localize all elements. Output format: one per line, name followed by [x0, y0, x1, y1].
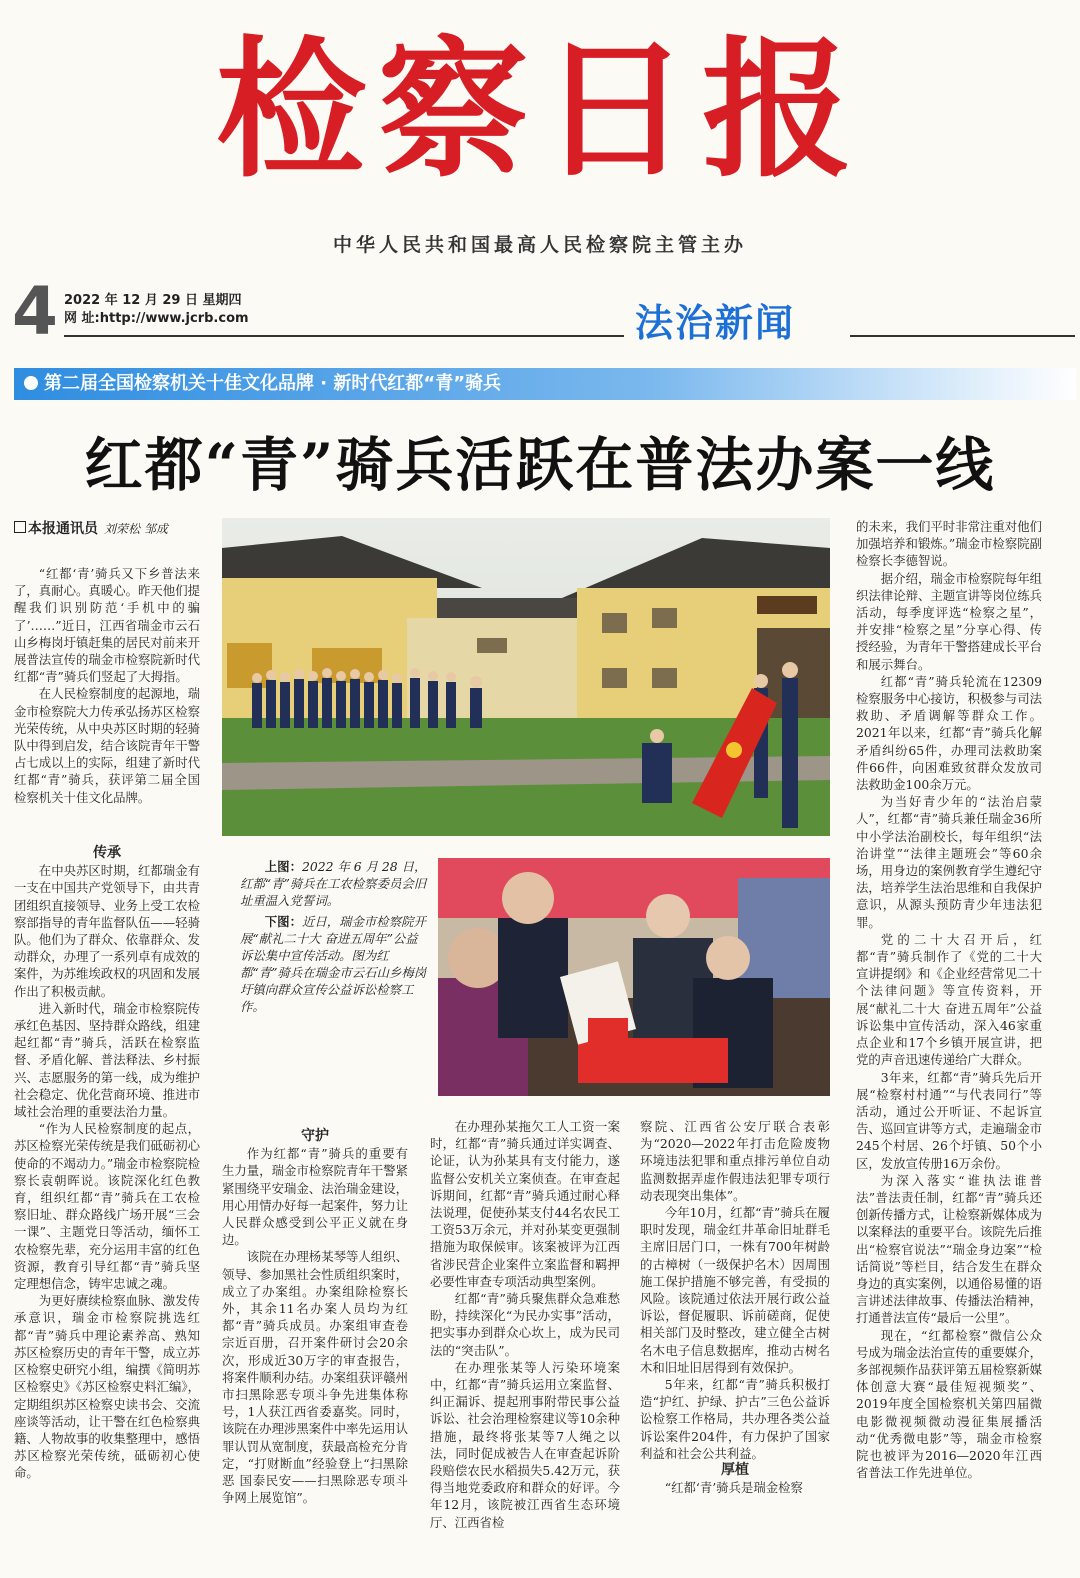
banner-text: 第二届全国检察机关十佳文化品牌 · 新时代红都“青”骑兵	[44, 373, 502, 394]
caption-top-text: 2022 年 6 月 28 日，红都“青”骑兵在工农检察委员会旧址重温入党誓词。	[240, 859, 427, 908]
bullet-icon	[24, 376, 38, 390]
column-2	[222, 1128, 408, 1506]
paragraph: 为深入落实“谁执法谁普法”普法责任制，红都“青”骑兵还创新传播方式，让检察新媒体成为以案释法的重要平台。该院先后推出“检察官说法”“瑞金身边案”“检话简说”等栏目，结合发生在群众身边的真实案例，以通俗易懂的语言讲述法律故事、传播法治精神，打通普法宣传“最后一公里”。	[856, 1172, 1042, 1326]
paragraph: 在中央苏区时期，红都瑞金有一支在中国共产党领导下，由共青团组织直接领导、业务上受工农检察部指导的青年监督队伍——轻骑队。他们为了群众、依靠群众、发动群众，办理了一系列卓有成效的案件，为苏维埃政权的巩固和发展作出了积极贡献。	[14, 863, 200, 999]
paragraph: 今年10月，红都“青”骑兵在履职时发现，瑞金红井革命旧址群毛主席旧居门口，一株有700年树龄的古樟树（一级保护名木）因周围施工保护措施不够完善，有受损的风险。该院通过依法开展行政公益诉讼，督促履职、诉前磋商，促使相关部门及时整改，建立健全古树名木电子信息数据库，推动古树名木和旧址旧居得到有效保护。	[640, 1205, 830, 1375]
column-banner	[14, 368, 1076, 400]
column-1	[14, 565, 200, 806]
article-headline: 红都“青”骑兵活跃在普法办案一线	[84, 431, 996, 499]
paragraph: 的未来，我们平时非常注重对他们加强培养和锻炼。”瑞金市检察院副检察长李德智说。	[856, 519, 1042, 569]
issue-website: 网 址:http://www.jcrb.com	[64, 311, 249, 326]
paragraph: 作为红都“青”骑兵的重要有生力量，瑞金市检察院青年干警紧紧围绕平安瑞金、法治瑞金建设，用心用情办好每一起案件，努力让人民群众感受到公平正义就在身边。	[222, 1146, 408, 1248]
masthead-supervisor: 中华人民共和国最高人民检察院主管主办	[332, 234, 747, 256]
subhead-heritage: 传承	[93, 845, 121, 861]
byline-box-icon	[14, 521, 26, 533]
column-1-lower	[14, 845, 200, 1482]
caption-top-label: 上图：	[264, 859, 302, 874]
column-3	[430, 1118, 620, 1531]
paragraph: 在办理孙某拖欠工人工资一案时，红都“青”骑兵通过详实调查、论证，认为孙某具有支付能力，遂监督公安机关立案侦查。在审查起诉期间，红都“青”骑兵通过耐心释法说理，促使孙某支付44名农民工工资53万余元，并对孙某变更强制措施为取保候审。该案被评为江西省涉民营企业案件立案监督和羁押必要性审查专项活动典型案例。	[430, 1119, 620, 1289]
paragraph: “作为人民检察制度的起点，苏区检察光荣传统是我们砥砺初心使命的不竭动力。”瑞金市检察院检察长袁朝晖说。该院深化红色教育，组织红都“青”骑兵在工农检察旧址、群众路线广场开展“三会一课”、主题党日等活动，缅怀工农检察先辈，充分运用丰富的红色资源，教育引导红都“青”骑兵坚定理想信念，铸牢忠诚之魂。	[14, 1121, 200, 1292]
caption-top	[240, 858, 430, 909]
byline-names: 刘荣松 邹成	[104, 522, 168, 536]
page-number: 4	[12, 273, 58, 350]
paragraph: 在办理张某等人污染环境案中，红都“青”骑兵运用立案监督、纠正漏诉、提起刑事附带民事公益诉讼、社会治理检察建议等10余种措施，最终将张某等7人绳之以法，同时促成被告人在审查起诉阶段赔偿农民水稻损失5.42万元，获得当地党委政府和群众的好评。今年12月，该院被江西省生态环境厅、江西省检	[430, 1359, 620, 1530]
byline	[14, 518, 168, 538]
paragraph: 在人民检察制度的起源地，瑞金市检察院大力传承弘扬苏区检察光荣传统，从中央苏区时期的轻骑队中得到启发，结合该院青年干警占七成以上的实际，组建了新时代红都“青”骑兵，获评第二届全国检察机关十佳文化品牌。	[14, 686, 200, 805]
photo-legal-promotion	[438, 858, 830, 1096]
caption-bottom-text: 近日，瑞金市检察院开展“献礼二十大 奋进五周年”公益诉讼集中宣传活动。图为红都“青”骑兵在瑞金市云石山乡梅岗圩镇向群众宣传公益诉讼检察工作。	[240, 914, 427, 1014]
subhead-cultivate: 厚植	[721, 1462, 749, 1479]
paragraph: 为更好赓续检察血脉、激发传承意识，瑞金市检察院挑选红都“青”骑兵中理论素养高、熟知苏区检察历史的青年干警，成立苏区检察史研究小组，编撰《简明苏区检察史》《苏区检察史料汇编》，定期组织苏区检察史读书会、交流座谈等活动，让干警在红色检察典籍、人物故事的收集整理中，感悟苏区检察光荣传统，砥砺初心使命。	[14, 1293, 200, 1481]
column-5	[856, 518, 1042, 1481]
masthead-title: 检察日报	[215, 22, 864, 198]
paragraph: 3年来，红都“青”骑兵先后开展“检察村村通”“与代表同行”等活动，通过公开听证、不起诉宣告、巡回宣讲等方式，走遍瑞金市245个村居、26个圩镇、50个小区，发放宣传册16万余份。	[856, 1069, 1042, 1171]
paragraph: 进入新时代，瑞金市检察院传承红色基因、坚持群众路线，组建起红都“青”骑兵，活跃在检察监督、矛盾化解、普法释法、乡村振兴、志愿服务的第一线，成为维护社会稳定、优化营商环境、推进市域社会治理的重要法治力量。	[14, 1000, 200, 1120]
header-rule	[64, 335, 624, 337]
paragraph: 红都“青”骑兵轮流在12309检察服务中心接访，积极参与司法救助、矛盾调解等群众工作。2021年以来，红都“青”骑兵化解矛盾纠纷65件，办理司法救助案件66件，向困难致贫群众发放司法救助金100余万元。	[856, 673, 1042, 793]
caption-bottom-label: 下图：	[264, 914, 302, 929]
section-title: 法治新闻	[635, 301, 796, 345]
paragraph: 察院、江西省公安厅联合表彰为“2020—2022年打击危险废物环境违法犯罪和重点排污单位自动监测数据弄虚作假违法犯罪专项行动表现突出集体”。	[640, 1119, 830, 1203]
header-rule-right	[850, 335, 1075, 337]
paragraph: 据介绍，瑞金市检察院每年组织法律论辩、主题宣讲等岗位练兵活动，每季度评选“检察之星”，并安排“检察之星”分享心得、传授经验，为青年干警搭建成长平台和展示舞台。	[856, 570, 1042, 672]
dateline	[64, 292, 249, 328]
paragraph: 红都“青”骑兵聚焦群众急难愁盼，持续深化“为民办实事”活动，把实事办到群众心坎上，成为民司法的“突击队”。	[430, 1291, 620, 1358]
paragraph: 5年来，红都“青”骑兵积极打造“护红、护绿、护古”三色公益诉讼检察工作格局，共办理各类公益诉讼案件204件，有力保护了国家利益和社会公共利益。	[640, 1377, 830, 1461]
issue-date: 2022 年 12 月 29 日 星期四	[64, 293, 242, 308]
photo-legal-promotion-image	[438, 858, 830, 1096]
paragraph: 现在，“红都检察”微信公众号成为瑞金法治宣传的重要媒介，多部视频作品获评第五届检察新媒体创意大赛“最佳短视频奖”、2019年度全国检察机关第四届微电影微视频微动漫征集展播活动“优秀微电影”等，瑞金市检察院也被评为2016—2020年江西省普法工作先进单位。	[856, 1327, 1042, 1481]
column-4	[640, 1118, 830, 1496]
paragraph: “红都‘青’骑兵是瑞金检察	[664, 1480, 803, 1496]
paragraph: 党的二十大召开后，红都“青”骑兵制作了《党的二十大宣讲提纲》和《企业经营常见二十个法律问题》等宣传资料，开展“献礼二十大 奋进五周年”公益诉讼集中宣传活动，深入46家重点企业和17个乡镇开展宣讲，把党的声音迅速传递给广大群众。	[856, 931, 1042, 1068]
photo-oath-ceremony-image	[222, 518, 830, 836]
photo-captions	[240, 858, 430, 1038]
caption-bottom	[240, 913, 430, 1015]
photo-oath-ceremony	[222, 518, 830, 836]
paragraph: 该院在办理杨某琴等人组织、领导、参加黑社会性质组织案时，成立了办案组。办案组除检察长外，其余11名办案人员均为红都“青”骑兵成员。办案组审查卷宗近百册，召开案件研讨会20余次，形成近30万字的审查报告，将案件顺利办结。办案组获评赣州市扫黑除恶专项斗争先进集体称号，1人获江西省委嘉奖。同时，该院在办理涉黑案件中率先运用认罪认罚从宽制度，获最高检充分肯定，“打财断血”经验登上“扫黑除恶 国泰民安——扫黑除恶专项斗争网上展览馆”。	[222, 1249, 408, 1506]
paragraph: “红都‘青’骑兵又下乡普法来了，真耐心。真暖心。昨天他们提醒我们识别防范‘手机中的骗了’……”近日，江西省瑞金市云石山乡梅岗圩镇赶集的居民对前来开展普法宣传的瑞金市检察院新时代红都“青”骑兵们竖起了大拇指。	[14, 566, 200, 685]
paragraph: 为当好青少年的“法治启蒙人”，红都“青”骑兵兼任瑞金36所中小学法治副校长，每年组织“法治讲堂”“法律主题班会”等60余场，用身边的案例教育学生遵纪守法，培养学生法治思维和自我保护意识，从源头预防青少年违法犯罪。	[856, 794, 1042, 930]
byline-label: 本报通讯员	[28, 521, 98, 537]
subhead-guardian: 守护	[301, 1128, 329, 1144]
